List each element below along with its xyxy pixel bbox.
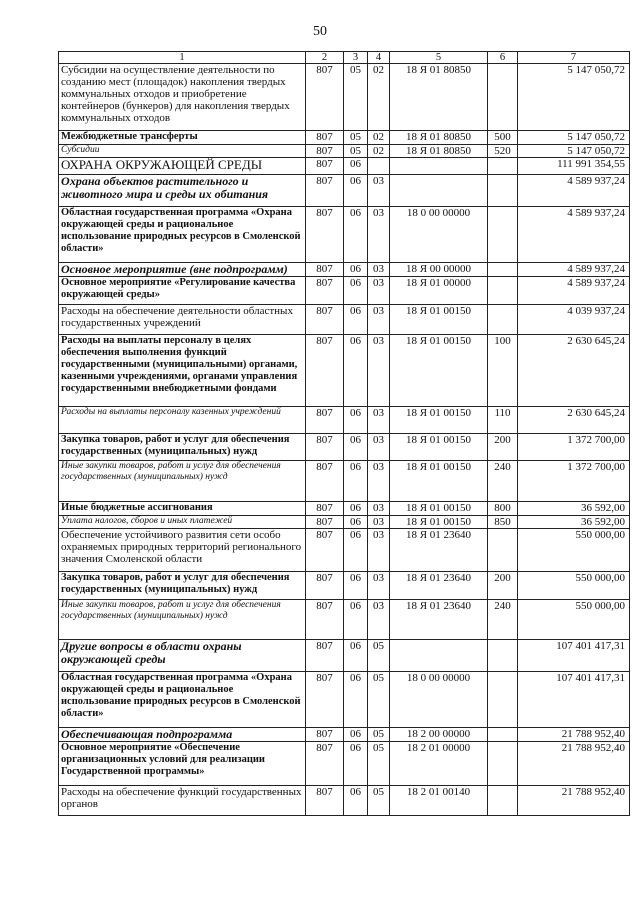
row-target-article: 18 Я 01 00150 [390,407,488,434]
column-header: 3 [344,52,368,64]
row-admin-code: 807 [306,131,344,145]
row-section-code: 06 [344,742,368,786]
row-target-article: 18 Я 01 23640 [390,572,488,600]
row-subsection-code: 05 [368,742,390,786]
row-target-article: 18 Я 01 00150 [390,305,488,335]
row-name: Основное мероприятие «Регулирование качества окружающей среды» [59,277,306,305]
row-section-code: 06 [344,572,368,600]
row-name: Основное мероприятие «Обеспечение организационных условий для реализации Государственной программы» [59,742,306,786]
row-admin-code: 807 [306,175,344,207]
row-expense-type: 240 [488,600,518,640]
row-section-code: 05 [344,64,368,131]
row-amount: 36 592,00 [518,516,630,529]
row-amount: 21 788 952,40 [518,742,630,786]
row-name: Субсидии [59,145,306,158]
row-admin-code: 807 [306,335,344,407]
table-row [59,572,630,600]
column-header-row [59,52,630,64]
column-header: 7 [518,52,630,64]
row-amount: 5 147 050,72 [518,131,630,145]
row-amount: 107 401 417,31 [518,640,630,672]
row-target-article: 18 0 00 00000 [390,672,488,728]
row-name: Расходы на обеспечение функций государственных органов [59,786,306,816]
row-admin-code: 807 [306,786,344,816]
row-expense-type: 800 [488,502,518,516]
row-admin-code: 807 [306,600,344,640]
row-name: Другие вопросы в области охраны окружающей среды [59,640,306,672]
row-admin-code: 807 [306,529,344,572]
row-subsection-code: 03 [368,407,390,434]
row-subsection-code: 03 [368,277,390,305]
row-amount: 4 589 937,24 [518,175,630,207]
row-admin-code: 807 [306,742,344,786]
row-target-article: 18 Я 00 00000 [390,263,488,277]
row-target-article: 18 Я 01 00150 [390,461,488,502]
table-row [59,305,630,335]
table-row [59,335,630,407]
row-name: Межбюджетные трансферты [59,131,306,145]
row-admin-code: 807 [306,305,344,335]
row-section-code: 06 [344,672,368,728]
row-name: Основное мероприятие (вне подпрограмм) [59,263,306,277]
row-name: Иные бюджетные ассигнования [59,502,306,516]
row-expense-type: 200 [488,434,518,461]
row-target-article: 18 Я 01 00000 [390,277,488,305]
row-admin-code: 807 [306,672,344,728]
row-expense-type [488,64,518,131]
row-name: Областная государственная программа «Охрана окружающей среды и рациональное использование природных ресурсов в Смоленской области» [59,672,306,728]
table-row [59,263,630,277]
row-subsection-code: 05 [368,786,390,816]
row-name: Расходы на обеспечение деятельности областных государственных учреждений [59,305,306,335]
table-row [59,502,630,516]
row-admin-code: 807 [306,277,344,305]
table-row [59,640,630,672]
row-name: Уплата налогов, сборов и иных платежей [59,516,306,529]
row-section-code: 05 [344,145,368,158]
row-subsection-code [368,158,390,175]
table-row [59,158,630,175]
row-section-code: 06 [344,502,368,516]
row-target-article [390,175,488,207]
row-subsection-code: 03 [368,305,390,335]
row-target-article [390,158,488,175]
row-subsection-code: 03 [368,600,390,640]
row-target-article: 18 Я 01 00150 [390,516,488,529]
row-expense-type [488,175,518,207]
column-header: 4 [368,52,390,64]
row-subsection-code: 03 [368,207,390,263]
row-amount: 21 788 952,40 [518,728,630,742]
row-target-article: 18 Я 01 80850 [390,145,488,158]
row-section-code: 06 [344,529,368,572]
row-amount: 550 000,00 [518,572,630,600]
row-expense-type [488,786,518,816]
row-amount: 550 000,00 [518,600,630,640]
row-expense-type [488,305,518,335]
row-amount: 550 000,00 [518,529,630,572]
row-admin-code: 807 [306,207,344,263]
table-row [59,131,630,145]
row-amount: 2 630 645,24 [518,407,630,434]
row-expense-type: 110 [488,407,518,434]
row-expense-type: 100 [488,335,518,407]
row-section-code: 06 [344,600,368,640]
row-name: Иные закупки товаров, работ и услуг для обеспечения государственных (муниципальных) нужд [59,600,306,640]
row-target-article: 18 0 00 00000 [390,207,488,263]
row-section-code: 06 [344,516,368,529]
row-section-code: 06 [344,305,368,335]
row-expense-type: 520 [488,145,518,158]
column-header: 2 [306,52,344,64]
row-subsection-code: 03 [368,516,390,529]
row-section-code: 06 [344,175,368,207]
row-amount: 21 788 952,40 [518,786,630,816]
row-amount: 4 589 937,24 [518,277,630,305]
row-target-article: 18 Я 01 00150 [390,434,488,461]
row-subsection-code: 03 [368,502,390,516]
row-section-code: 06 [344,434,368,461]
row-target-article: 18 2 01 00140 [390,786,488,816]
row-amount: 4 039 937,24 [518,305,630,335]
table-row [59,672,630,728]
row-admin-code: 807 [306,434,344,461]
row-expense-type [488,728,518,742]
table-row [59,407,630,434]
row-target-article: 18 Я 01 23640 [390,529,488,572]
row-expense-type: 500 [488,131,518,145]
row-admin-code: 807 [306,263,344,277]
page-number: 50 [313,24,327,39]
row-admin-code: 807 [306,64,344,131]
row-section-code: 06 [344,786,368,816]
row-admin-code: 807 [306,728,344,742]
table-row [59,64,630,131]
table-row [59,786,630,816]
row-subsection-code: 03 [368,175,390,207]
row-expense-type [488,640,518,672]
row-name: Расходы на выплаты персоналу казенных учреждений [59,407,306,434]
table-row [59,728,630,742]
table-row [59,600,630,640]
column-header: 5 [390,52,488,64]
table-row [59,461,630,502]
table-row [59,434,630,461]
row-section-code: 06 [344,461,368,502]
row-name: Иные закупки товаров, работ и услуг для обеспечения государственных (муниципальных) нужд [59,461,306,502]
row-name: Закупка товаров, работ и услуг для обеспечения государственных (муниципальных) нужд [59,572,306,600]
row-admin-code: 807 [306,145,344,158]
row-section-code: 06 [344,728,368,742]
row-subsection-code: 05 [368,672,390,728]
row-admin-code: 807 [306,572,344,600]
row-name: Субсидии на осуществление деятельности по созданию мест (площадок) накопления твердых коммунальных отходов и приобретение контейнеров (бункеров) для накопления твердых коммунальных отходов [59,64,306,131]
row-expense-type [488,529,518,572]
row-subsection-code: 03 [368,434,390,461]
table-row [59,529,630,572]
row-subsection-code: 03 [368,263,390,277]
row-subsection-code: 02 [368,64,390,131]
row-amount: 5 147 050,72 [518,145,630,158]
row-amount: 36 592,00 [518,502,630,516]
row-amount: 1 372 700,00 [518,461,630,502]
row-name: Закупка товаров, работ и услуг для обеспечения государственных (муниципальных) нужд [59,434,306,461]
row-amount: 107 401 417,31 [518,672,630,728]
row-admin-code: 807 [306,461,344,502]
row-expense-type: 200 [488,572,518,600]
row-expense-type [488,158,518,175]
row-section-code: 06 [344,263,368,277]
table-row [59,516,630,529]
row-expense-type [488,277,518,305]
row-amount: 4 589 937,24 [518,263,630,277]
row-subsection-code: 03 [368,572,390,600]
row-admin-code: 807 [306,502,344,516]
row-name: ОХРАНА ОКРУЖАЮЩЕЙ СРЕДЫ [59,158,306,175]
row-section-code: 06 [344,277,368,305]
row-section-code: 06 [344,407,368,434]
row-section-code: 06 [344,335,368,407]
row-amount: 4 589 937,24 [518,207,630,263]
row-target-article: 18 Я 01 00150 [390,502,488,516]
row-amount: 5 147 050,72 [518,64,630,131]
row-target-article [390,640,488,672]
row-expense-type [488,207,518,263]
row-target-article: 18 2 01 00000 [390,742,488,786]
column-header: 1 [59,52,306,64]
row-name: Обеспечение устойчивого развития сети особо охраняемых природных территорий регионального значения Смоленской области [59,529,306,572]
row-expense-type: 850 [488,516,518,529]
row-target-article: 18 Я 01 00150 [390,335,488,407]
budget-table [58,51,630,816]
row-amount: 2 630 645,24 [518,335,630,407]
row-name: Расходы на выплаты персоналу в целях обеспечения выполнения функций государственными (муниципальными) органами, казенными учреждениями, органами управления государственными внебюджетными фондами [59,335,306,407]
table-row [59,277,630,305]
row-subsection-code: 05 [368,728,390,742]
row-expense-type [488,263,518,277]
row-expense-type [488,672,518,728]
column-header: 6 [488,52,518,64]
table-row [59,175,630,207]
row-subsection-code: 03 [368,529,390,572]
row-section-code: 06 [344,158,368,175]
row-name: Обеспечивающая подпрограмма [59,728,306,742]
row-subsection-code: 02 [368,131,390,145]
row-section-code: 06 [344,640,368,672]
row-name: Охрана объектов растительного и животного мира и среды их обитания [59,175,306,207]
row-amount: 111 991 354,55 [518,158,630,175]
row-target-article: 18 Я 01 23640 [390,600,488,640]
row-target-article: 18 Я 01 80850 [390,64,488,131]
table-row [59,207,630,263]
row-expense-type: 240 [488,461,518,502]
row-target-article: 18 2 00 00000 [390,728,488,742]
row-target-article: 18 Я 01 80850 [390,131,488,145]
row-subsection-code: 02 [368,145,390,158]
row-subsection-code: 05 [368,640,390,672]
row-admin-code: 807 [306,158,344,175]
row-admin-code: 807 [306,407,344,434]
row-admin-code: 807 [306,640,344,672]
row-subsection-code: 03 [368,335,390,407]
row-admin-code: 807 [306,516,344,529]
row-section-code: 05 [344,131,368,145]
table-row [59,145,630,158]
row-subsection-code: 03 [368,461,390,502]
row-expense-type [488,742,518,786]
row-section-code: 06 [344,207,368,263]
row-amount: 1 372 700,00 [518,434,630,461]
table-row [59,742,630,786]
row-name: Областная государственная программа «Охрана окружающей среды и рациональное использование природных ресурсов в Смоленской области» [59,207,306,263]
